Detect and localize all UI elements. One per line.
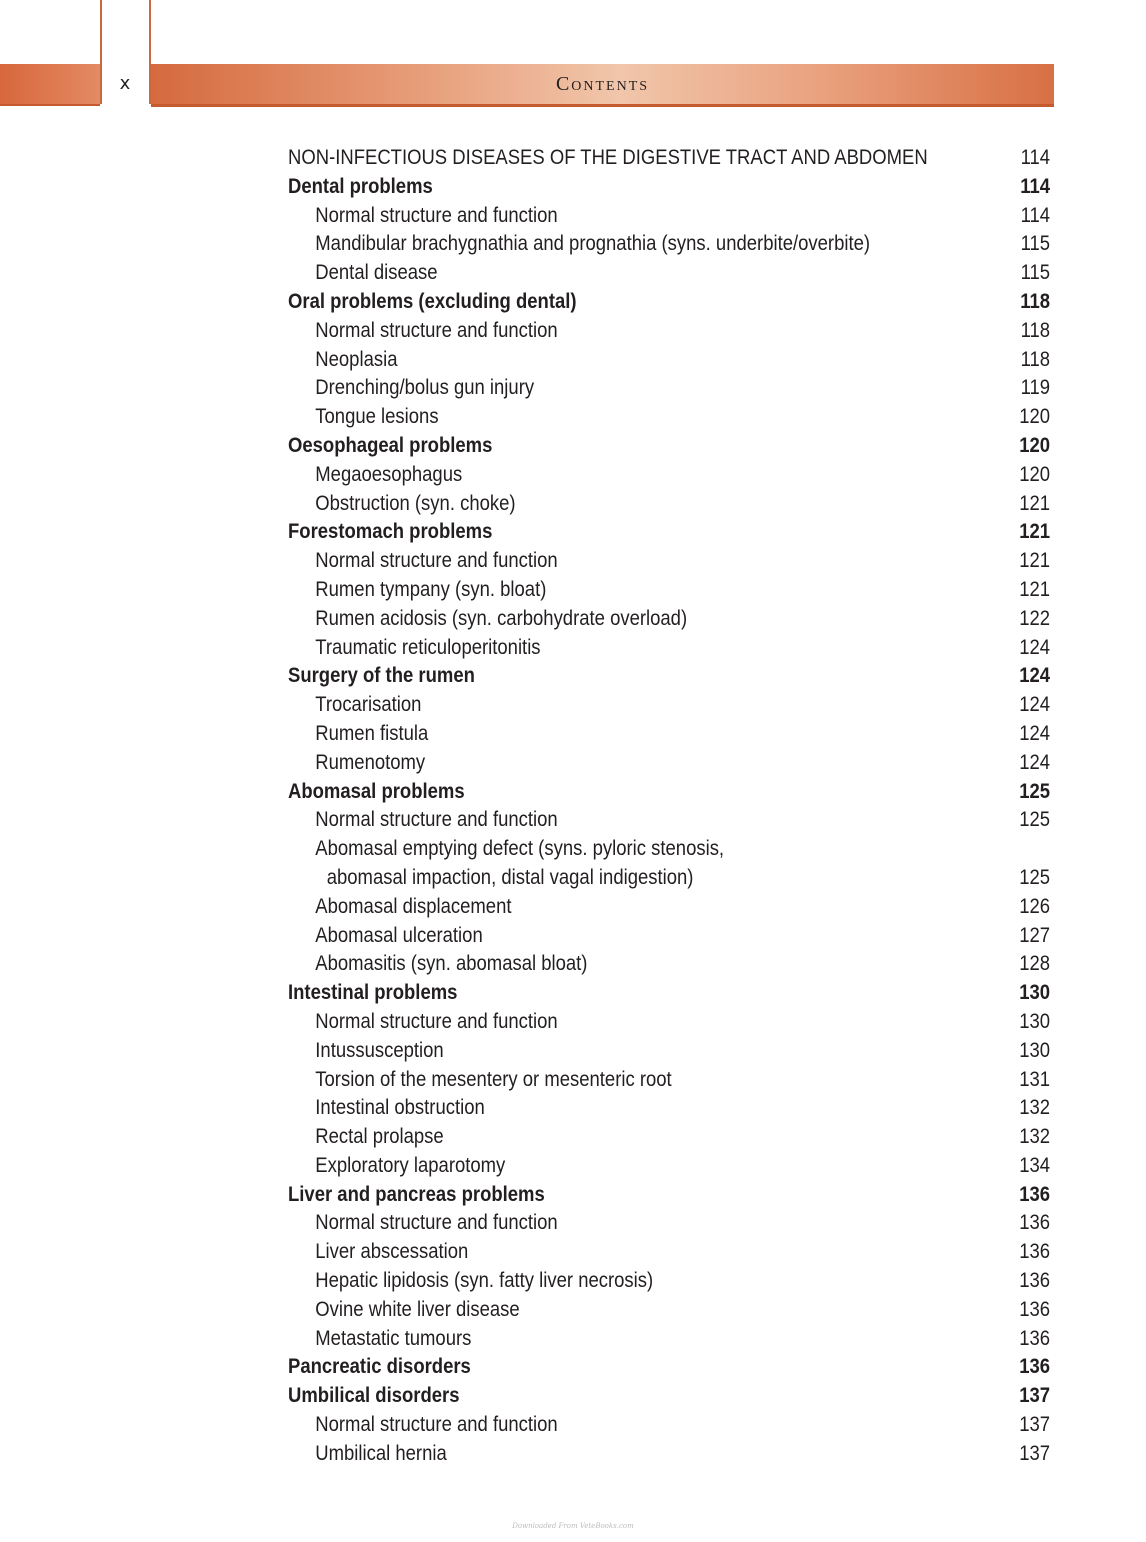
toc-entry[interactable] bbox=[288, 403, 1050, 432]
toc-entry[interactable] bbox=[288, 691, 1050, 720]
toc-entry-title: Dental disease bbox=[315, 261, 438, 285]
toc-entry[interactable] bbox=[288, 1238, 1050, 1267]
toc-entry-page: 121 bbox=[1019, 549, 1051, 573]
toc-entry-title: Tongue lesions bbox=[315, 405, 439, 429]
table-of-contents bbox=[288, 144, 1050, 1469]
toc-entry-title: Exploratory laparotomy bbox=[315, 1153, 506, 1177]
toc-entry[interactable] bbox=[288, 749, 1050, 778]
toc-entry-title: Trocarisation bbox=[315, 693, 422, 717]
toc-entry[interactable] bbox=[288, 720, 1050, 749]
toc-entry-page: 130 bbox=[1019, 1009, 1051, 1033]
toc-section-entry[interactable] bbox=[288, 1181, 1050, 1210]
toc-entry-page: 121 bbox=[1019, 577, 1051, 601]
toc-entry[interactable] bbox=[288, 864, 1050, 893]
toc-entry-page: 124 bbox=[1019, 721, 1051, 745]
toc-entry-title: Metastatic tumours bbox=[315, 1326, 472, 1350]
toc-entry-title: Mandibular brachygnathia and prognathia (syns. underbite/overbite) bbox=[315, 232, 871, 256]
toc-entry-page: 136 bbox=[1019, 1240, 1051, 1264]
toc-entry[interactable] bbox=[288, 1325, 1050, 1354]
toc-entry-page: 114 bbox=[1020, 146, 1051, 169]
toc-entry[interactable] bbox=[288, 547, 1050, 576]
toc-entry[interactable] bbox=[288, 576, 1050, 605]
toc-entry-title: Torsion of the mesentery or mesenteric root bbox=[315, 1067, 672, 1091]
toc-entry-page: 125 bbox=[1019, 808, 1051, 832]
toc-entry[interactable] bbox=[288, 950, 1050, 979]
toc-entry-title: Intestinal obstruction bbox=[315, 1096, 485, 1120]
toc-entry-page: 118 bbox=[1020, 318, 1051, 342]
toc-entry[interactable] bbox=[288, 317, 1050, 346]
toc-entry-title: Abomasal displacement bbox=[315, 894, 512, 918]
toc-entry-title: Forestomach problems bbox=[288, 520, 493, 544]
toc-section-entry[interactable] bbox=[288, 1353, 1050, 1382]
toc-entry-title: Megaoesophagus bbox=[315, 462, 463, 486]
toc-entry-page: 114 bbox=[1020, 174, 1051, 198]
toc-section-entry[interactable] bbox=[288, 778, 1050, 807]
toc-entry-title: Surgery of the rumen bbox=[288, 664, 475, 688]
toc-entry-title: Abomasal ulceration bbox=[315, 923, 483, 947]
toc-entry[interactable] bbox=[288, 1152, 1050, 1181]
toc-entry-page: 132 bbox=[1019, 1125, 1051, 1149]
toc-entry-page: 125 bbox=[1019, 865, 1051, 889]
toc-entry-page: 120 bbox=[1019, 405, 1051, 429]
toc-section-entry[interactable] bbox=[288, 518, 1050, 547]
toc-entry-title: Normal structure and function bbox=[315, 1211, 558, 1235]
toc-entry-title: Normal structure and function bbox=[315, 318, 558, 342]
toc-entry[interactable] bbox=[288, 835, 1050, 864]
toc-section-entry[interactable] bbox=[288, 173, 1050, 202]
toc-entry-page: 136 bbox=[1019, 1297, 1051, 1321]
toc-entry-page: 126 bbox=[1019, 894, 1051, 918]
toc-entry-title: Normal structure and function bbox=[315, 1413, 558, 1437]
toc-entry-title: Normal structure and function bbox=[315, 808, 558, 832]
toc-entry-page: 128 bbox=[1019, 952, 1051, 976]
toc-entry[interactable] bbox=[288, 1296, 1050, 1325]
toc-entry-title: Obstruction (syn. choke) bbox=[315, 491, 516, 515]
toc-entry-title: Drenching/bolus gun injury bbox=[315, 376, 535, 400]
page-header bbox=[0, 0, 1146, 110]
toc-entry-page: 115 bbox=[1020, 232, 1051, 256]
toc-entry[interactable] bbox=[288, 634, 1050, 663]
toc-entry[interactable] bbox=[288, 1094, 1050, 1123]
toc-entry-title: Normal structure and function bbox=[315, 549, 558, 573]
toc-entry-title: Rumen tympany (syn. bloat) bbox=[315, 577, 547, 601]
toc-entry-page: 136 bbox=[1019, 1355, 1051, 1379]
toc-entry-page: 132 bbox=[1019, 1096, 1051, 1120]
toc-entry[interactable] bbox=[288, 1066, 1050, 1095]
toc-entry-page: 136 bbox=[1019, 1211, 1051, 1235]
toc-chapter-entry[interactable] bbox=[288, 144, 1050, 173]
toc-entry-title: Traumatic reticuloperitonitis bbox=[315, 635, 541, 659]
toc-entry-title: Dental problems bbox=[288, 174, 433, 198]
toc-entry-page: 114 bbox=[1020, 203, 1051, 227]
toc-entry-title: Rumenotomy bbox=[315, 750, 426, 774]
toc-entry-page: 124 bbox=[1019, 693, 1051, 717]
toc-entry-title: Rumen fistula bbox=[315, 721, 429, 745]
toc-entry-title: Rumen acidosis (syn. carbohydrate overload) bbox=[315, 606, 688, 630]
toc-entry-title: Hepatic lipidosis (syn. fatty liver necrosis) bbox=[315, 1269, 654, 1293]
toc-entry[interactable] bbox=[288, 1209, 1050, 1238]
toc-entry[interactable] bbox=[288, 490, 1050, 519]
toc-entry-title: Normal structure and function bbox=[315, 1009, 558, 1033]
toc-entry-title: Oral problems (excluding dental) bbox=[288, 289, 577, 313]
toc-entry[interactable] bbox=[288, 230, 1050, 259]
toc-entry-title: Abomasal problems bbox=[288, 779, 465, 803]
toc-entry-page: 124 bbox=[1019, 664, 1051, 688]
toc-entry-page: 130 bbox=[1019, 1038, 1051, 1062]
toc-entry-title: Rectal prolapse bbox=[315, 1125, 444, 1149]
toc-entry-page: 136 bbox=[1019, 1326, 1051, 1350]
toc-entry[interactable] bbox=[288, 1411, 1050, 1440]
toc-entry-page: 137 bbox=[1019, 1413, 1051, 1437]
toc-entry-page: 136 bbox=[1019, 1182, 1051, 1206]
header-band-left bbox=[0, 64, 100, 106]
toc-entry[interactable] bbox=[288, 1267, 1050, 1296]
toc-entry-page: 115 bbox=[1020, 261, 1051, 285]
toc-entry[interactable] bbox=[288, 1037, 1050, 1066]
toc-entry-page: 118 bbox=[1020, 347, 1051, 371]
toc-entry[interactable] bbox=[288, 346, 1050, 375]
toc-entry-title: Umbilical hernia bbox=[315, 1441, 447, 1465]
toc-entry[interactable] bbox=[288, 1440, 1050, 1469]
toc-entry-title: Ovine white liver disease bbox=[315, 1297, 520, 1321]
toc-section-entry[interactable] bbox=[288, 432, 1050, 461]
toc-entry-page: 137 bbox=[1019, 1441, 1051, 1465]
toc-section-entry[interactable] bbox=[288, 1382, 1050, 1411]
toc-entry-page: 120 bbox=[1019, 433, 1051, 457]
toc-entry-page bbox=[997, 835, 1050, 864]
toc-section-entry[interactable] bbox=[288, 662, 1050, 691]
toc-entry[interactable] bbox=[288, 893, 1050, 922]
toc-entry[interactable] bbox=[288, 461, 1050, 490]
toc-entry-page: 122 bbox=[1019, 606, 1051, 630]
toc-entry-title: Umbilical disorders bbox=[288, 1384, 460, 1408]
toc-entry[interactable] bbox=[288, 922, 1050, 951]
toc-entry[interactable] bbox=[288, 1123, 1050, 1152]
toc-entry-page: 119 bbox=[1020, 376, 1051, 400]
toc-entry-page: 136 bbox=[1019, 1269, 1051, 1293]
toc-entry-page: 121 bbox=[1019, 520, 1051, 544]
toc-entry-page: 131 bbox=[1019, 1067, 1051, 1091]
toc-entry-page: 127 bbox=[1019, 923, 1051, 947]
page-number: x bbox=[119, 73, 131, 94]
toc-entry-page: 120 bbox=[1019, 462, 1051, 486]
toc-entry[interactable] bbox=[288, 605, 1050, 634]
toc-entry-title: Oesophageal problems bbox=[288, 433, 493, 457]
toc-entry-page: 125 bbox=[1019, 779, 1051, 803]
toc-entry-page: 134 bbox=[1019, 1153, 1051, 1177]
watermark: Downloaded From VeteBooks.com bbox=[512, 1522, 634, 1530]
toc-entry-page: 130 bbox=[1019, 981, 1051, 1005]
toc-entry-title: Pancreatic disorders bbox=[288, 1355, 471, 1379]
toc-entry-page: 124 bbox=[1019, 750, 1051, 774]
toc-entry-title: Abomasal emptying defect (syns. pyloric stenosis, bbox=[315, 837, 725, 861]
toc-entry-title: Intestinal problems bbox=[288, 981, 458, 1005]
toc-entry-title: abomasal impaction, distal vagal indigestion) bbox=[326, 865, 694, 889]
toc-entry-page: 124 bbox=[1019, 635, 1051, 659]
toc-entry-title: NON-INFECTIOUS DISEASES OF THE DIGESTIVE TRACT AND ABDOMEN bbox=[288, 146, 928, 169]
toc-entry-page: 137 bbox=[1019, 1384, 1051, 1408]
toc-section-entry[interactable] bbox=[288, 288, 1050, 317]
toc-section-entry[interactable] bbox=[288, 979, 1050, 1008]
toc-entry[interactable] bbox=[288, 1008, 1050, 1037]
toc-entry-title: Normal structure and function bbox=[315, 203, 558, 227]
toc-entry[interactable] bbox=[288, 806, 1050, 835]
toc-entry-title: Abomasitis (syn. abomasal bloat) bbox=[315, 952, 588, 976]
toc-entry-title: Intussusception bbox=[315, 1038, 444, 1062]
toc-entry-title: Liver and pancreas problems bbox=[288, 1182, 545, 1206]
toc-entry-title: Liver abscessation bbox=[315, 1240, 469, 1264]
toc-entry-title: Neoplasia bbox=[315, 347, 398, 371]
running-head: Contents bbox=[555, 73, 650, 95]
toc-entry[interactable] bbox=[288, 374, 1050, 403]
toc-entry-page: 121 bbox=[1019, 491, 1051, 515]
toc-entry[interactable] bbox=[288, 202, 1050, 231]
toc-entry[interactable] bbox=[288, 259, 1050, 288]
toc-entry-page: 118 bbox=[1020, 289, 1051, 313]
